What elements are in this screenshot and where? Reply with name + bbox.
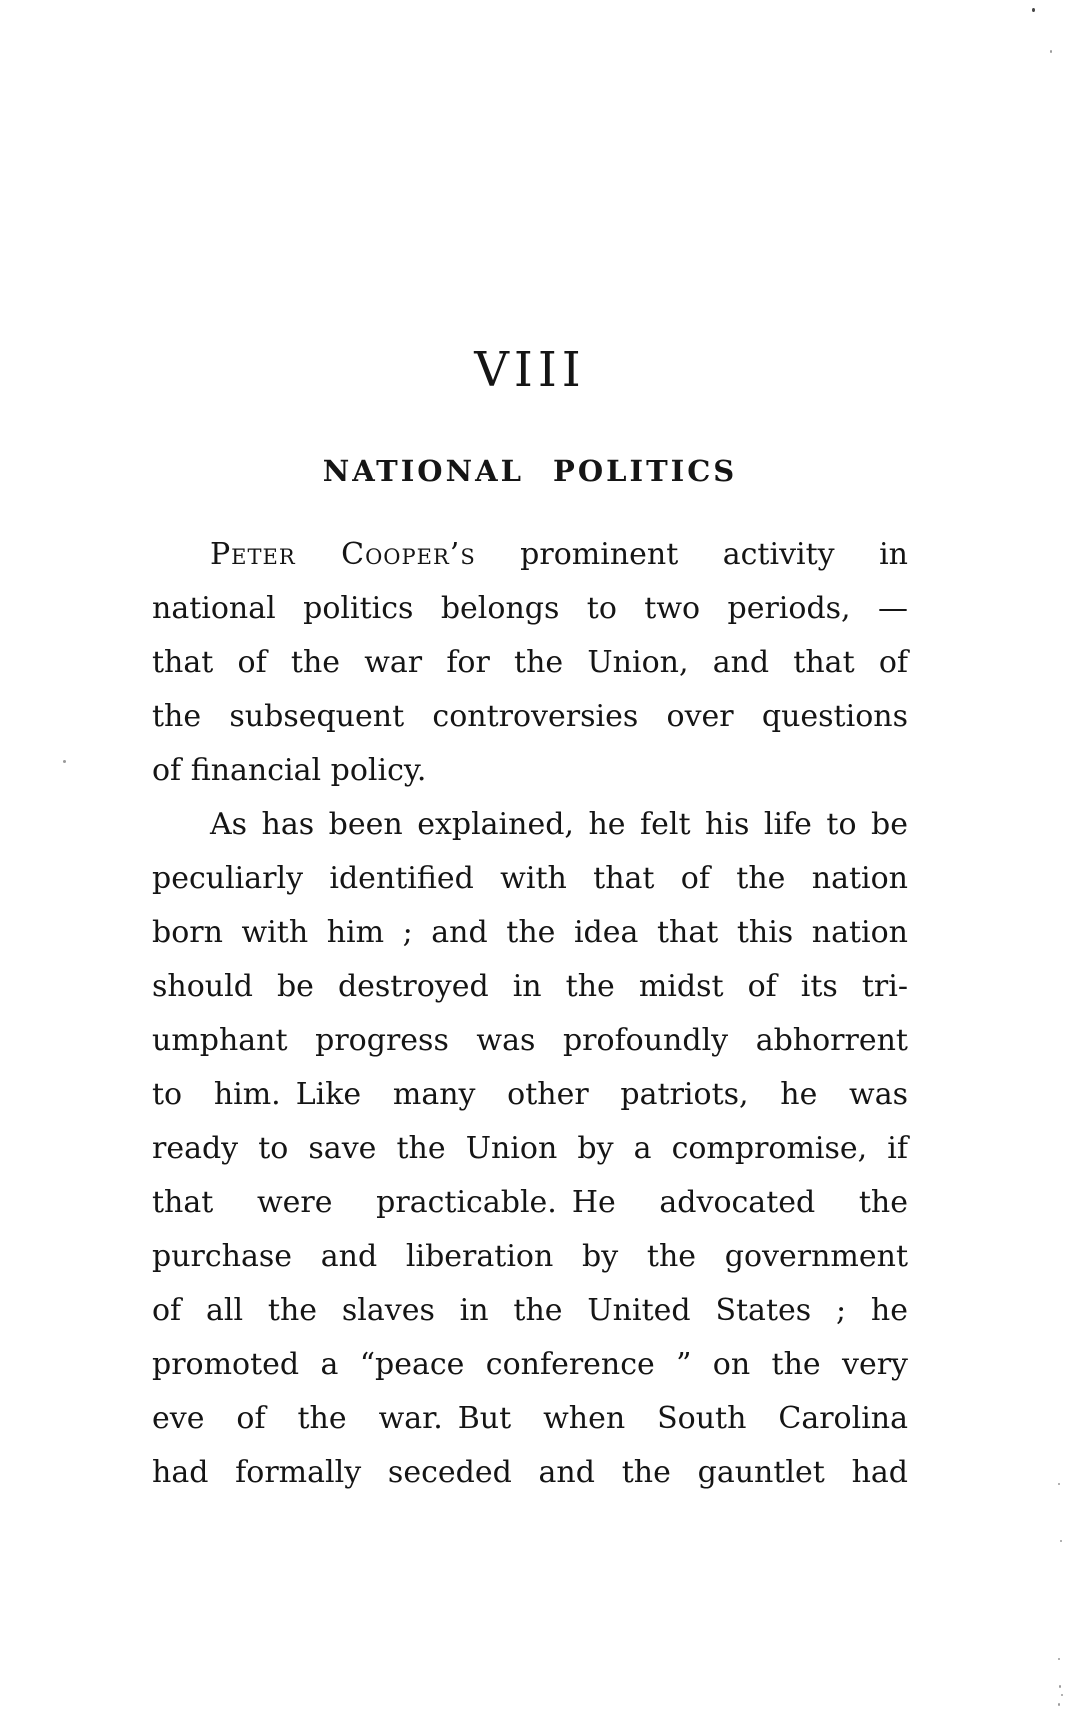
- text-segment: should be destroyed in the midst of its tri-: [152, 969, 908, 1004]
- scan-speck: [1058, 1483, 1060, 1485]
- text-segment: had formally seceded and the gauntlet had: [152, 1455, 908, 1490]
- text-segment: to him. Like many other patriots, he was: [152, 1077, 908, 1112]
- text-line: [152, 528, 908, 582]
- scan-speck: [1058, 1658, 1060, 1660]
- text-segment: purchase and liberation by the government: [152, 1239, 908, 1274]
- scan-speck: [1059, 1685, 1061, 1688]
- text-line: [152, 1230, 908, 1284]
- text-line: [152, 852, 908, 906]
- text-line: [152, 1284, 908, 1338]
- small-caps-text: Peter Cooper’s: [210, 537, 476, 572]
- scan-speck: [1058, 1703, 1060, 1706]
- scan-speck: [63, 760, 66, 763]
- text-segment: ready to save the Union by a compromise, if: [152, 1131, 908, 1166]
- text-line: [152, 636, 908, 690]
- text-segment: peculiarly identified with that of the nation: [152, 861, 908, 896]
- text-segment: born with him ; and the idea that this nation: [152, 915, 908, 950]
- text-segment: national politics belongs to two periods, —: [152, 591, 908, 626]
- text-line: [152, 798, 908, 852]
- text-segment: that of the war for the Union, and that of: [152, 645, 908, 680]
- text-line: [152, 906, 908, 960]
- text-segment: the subsequent controversies over questions: [152, 699, 908, 734]
- text-line: [152, 1392, 908, 1446]
- text-segment: that were practicable. He advocated the: [152, 1185, 908, 1220]
- chapter-number: VIII: [474, 342, 586, 398]
- text-line: [152, 1068, 908, 1122]
- text-line: [152, 1014, 908, 1068]
- text-line: [152, 1338, 908, 1392]
- text-segment: of all the slaves in the United States ; he: [152, 1293, 908, 1328]
- text-line: [152, 1176, 908, 1230]
- text-line: [152, 690, 908, 744]
- scan-speck: [1060, 1540, 1062, 1542]
- text-segment: of financial policy.: [152, 753, 427, 788]
- text-segment: prominent activity in: [475, 537, 909, 572]
- scan-speck: [1032, 8, 1035, 12]
- page-body: [152, 528, 908, 1500]
- text-line: [152, 960, 908, 1014]
- text-segment: As has been explained, he felt his life to be: [210, 807, 908, 842]
- scan-speck: [1050, 50, 1052, 53]
- chapter-title: NATIONAL POLITICS: [322, 454, 738, 488]
- text-segment: umphant progress was profoundly abhorrent: [152, 1023, 908, 1058]
- text-segment: eve of the war. But when South Carolina: [152, 1401, 908, 1436]
- text-line: [152, 1446, 908, 1500]
- text-line: [152, 1122, 908, 1176]
- scan-speck: [1061, 1694, 1063, 1696]
- text-line: [152, 582, 908, 636]
- text-line: [152, 744, 908, 798]
- text-segment: promoted a “peace conference ” on the very: [152, 1347, 908, 1382]
